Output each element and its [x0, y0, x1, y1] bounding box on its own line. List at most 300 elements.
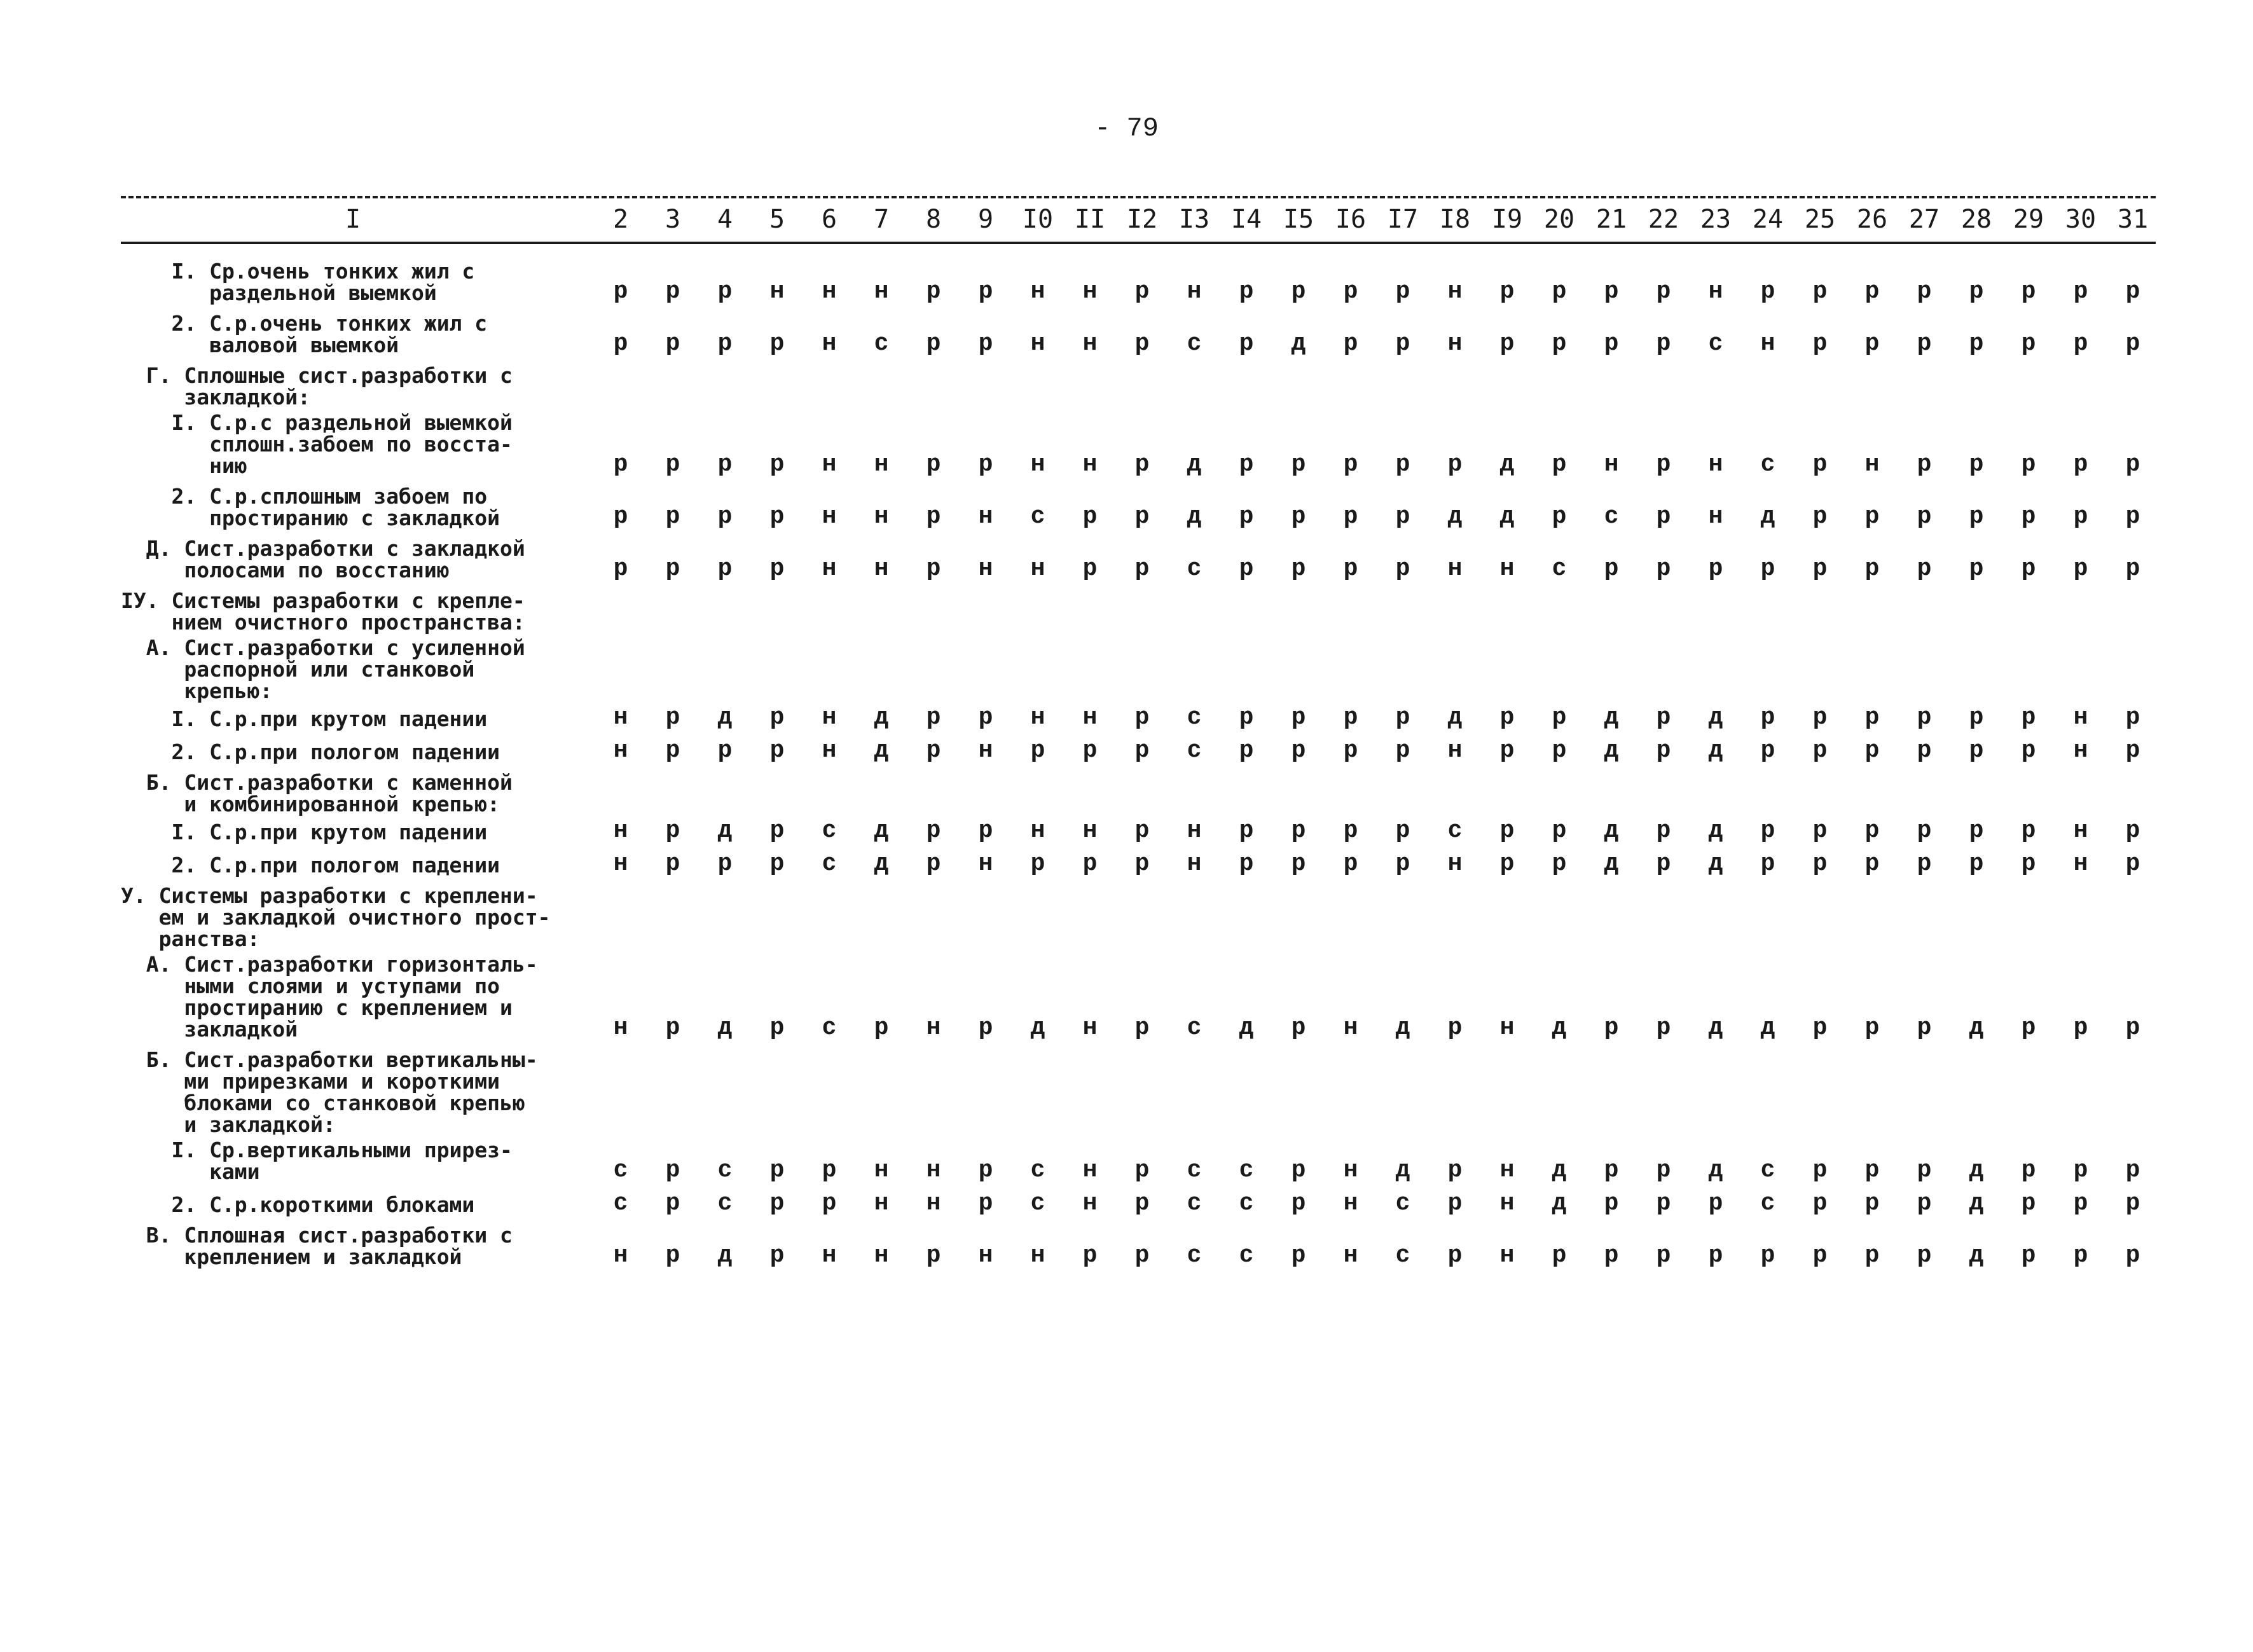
header-columns — [595, 205, 2159, 234]
table-cell: р — [978, 817, 993, 844]
table-cell: р — [717, 737, 733, 764]
table-cell: д — [1604, 737, 1619, 764]
table-cell: д — [1708, 850, 1723, 878]
table-cell: р — [1082, 850, 1098, 878]
table-cell: р — [2125, 817, 2140, 844]
row-cells — [595, 819, 2159, 843]
table-cell: н — [2073, 737, 2088, 764]
table-cell: с — [1187, 1242, 1202, 1269]
table-cell: р — [665, 704, 680, 731]
header-column: 3 — [665, 205, 681, 234]
table-cell: н — [1082, 1157, 1098, 1184]
table-cell: н — [926, 1014, 941, 1042]
table-cell: р — [2125, 737, 2140, 764]
table-cell: д — [874, 704, 889, 731]
table-cell: р — [1917, 817, 1932, 844]
table-cell: н — [1864, 451, 1880, 478]
table-cell: д — [1604, 817, 1619, 844]
table-cell: с — [613, 1157, 628, 1184]
section-heading-row — [121, 772, 2156, 815]
table-cell: н — [874, 278, 889, 305]
table-cell: н — [2073, 850, 2088, 878]
table-cell: р — [665, 330, 680, 357]
table-row — [121, 706, 2156, 730]
table-cell: р — [1760, 850, 1775, 878]
row-label: Б. Сист.разработки вертикальны- ми прирезками и короткими блоками со станковой крепью и закладкой: — [146, 1047, 538, 1137]
table-cell: р — [717, 850, 733, 878]
table-cell: р — [1291, 1157, 1306, 1184]
table-cell: р — [2021, 1190, 2036, 1217]
table-cell: д — [1447, 704, 1463, 731]
table-cell: н — [1708, 278, 1723, 305]
header-column: I5 — [1283, 205, 1314, 234]
table-cell: н — [1187, 817, 1202, 844]
table-cell: р — [1395, 451, 1410, 478]
table-cell: р — [613, 330, 628, 357]
table-cell: д — [1499, 503, 1515, 530]
table-cell: р — [665, 555, 680, 582]
table-cell: р — [1656, 704, 1671, 731]
table-cell: р — [613, 451, 628, 478]
table-cell: с — [1760, 1157, 1775, 1184]
table-cell: р — [2073, 1190, 2088, 1217]
row-label: У. Системы разработки с креплени- ем и закладкой очистного прост- ранства: — [121, 883, 551, 951]
table-cell: с — [1239, 1157, 1254, 1184]
table-cell: р — [1552, 330, 1567, 357]
table-cell: н — [978, 737, 993, 764]
header-first-column: I — [345, 205, 361, 234]
table-cell: р — [2073, 555, 2088, 582]
table-cell: р — [1812, 555, 1828, 582]
table-cell: р — [2125, 1157, 2140, 1184]
header-column: I3 — [1178, 205, 1210, 234]
table-cell: н — [769, 278, 785, 305]
table-cell: р — [1499, 704, 1515, 731]
table-cell: н — [1708, 503, 1723, 530]
table-cell: р — [1812, 1190, 1828, 1217]
table-cell: д — [1395, 1014, 1410, 1042]
table-cell: р — [2021, 1157, 2036, 1184]
row-label: Б. Сист.разработки с каменной и комбинированной крепью: — [146, 770, 513, 816]
table-cell: р — [1760, 817, 1775, 844]
table-cell: р — [1969, 704, 1984, 731]
table-cell: р — [1239, 737, 1254, 764]
table-cell: д — [1291, 330, 1306, 357]
table-cell: н — [1604, 451, 1619, 478]
header-column: 26 — [1856, 205, 1888, 234]
table-cell: д — [1708, 704, 1723, 731]
table-cell: н — [1187, 850, 1202, 878]
table-cell: р — [1134, 817, 1150, 844]
table-cell: р — [1864, 1190, 1880, 1217]
table-cell: р — [926, 503, 941, 530]
table-cell: р — [2125, 503, 2140, 530]
table-cell: н — [1030, 1242, 1045, 1269]
table-cell: р — [717, 330, 733, 357]
table-cell: н — [1447, 850, 1463, 878]
table-cell: д — [1760, 1014, 1775, 1042]
table-cell: р — [2021, 737, 2036, 764]
table-cell: н — [1499, 1157, 1515, 1184]
table-cell: р — [1082, 555, 1098, 582]
table-row — [121, 819, 2156, 843]
table-cell: р — [1343, 330, 1358, 357]
table-cell: р — [1917, 704, 1932, 731]
header-column: 20 — [1543, 205, 1575, 234]
table-cell: р — [1864, 1242, 1880, 1269]
table-cell: р — [1030, 737, 1045, 764]
table-cell: р — [769, 737, 785, 764]
table-cell: д — [717, 1014, 733, 1042]
table-cell: р — [1864, 704, 1880, 731]
table-cell: р — [1604, 1242, 1619, 1269]
table-cell: н — [1447, 555, 1463, 582]
table-cell: р — [665, 1190, 680, 1217]
table-cell: н — [1030, 451, 1045, 478]
header-column: 31 — [2117, 205, 2149, 234]
row-cells — [595, 332, 2159, 356]
table-cell: с — [1552, 555, 1567, 582]
table-cell: н — [613, 817, 628, 844]
table-cell: н — [978, 555, 993, 582]
header-top-rule — [121, 196, 2156, 198]
table-cell: н — [874, 451, 889, 478]
table-cell: д — [1395, 1157, 1410, 1184]
table-cell: р — [1552, 850, 1567, 878]
table-cell: р — [717, 278, 733, 305]
table-cell: д — [874, 737, 889, 764]
table-cell: д — [1708, 817, 1723, 844]
row-label: В. Сплошная сист.разработки с креплением и закладкой — [146, 1223, 513, 1269]
table-cell: р — [1291, 817, 1306, 844]
table-cell: р — [769, 1014, 785, 1042]
table-cell: р — [1134, 704, 1150, 731]
table-cell: н — [1082, 704, 1098, 731]
table-cell: р — [1969, 850, 1984, 878]
table-cell: р — [769, 850, 785, 878]
row-label: 2. С.р.короткими блоками — [121, 1192, 475, 1217]
table-cell: с — [613, 1190, 628, 1217]
table-cell: р — [1499, 330, 1515, 357]
table-cell: р — [926, 704, 941, 731]
table-cell: н — [1030, 555, 1045, 582]
table-cell: р — [1239, 451, 1254, 478]
table-cell: р — [1864, 850, 1880, 878]
table-cell: р — [613, 278, 628, 305]
table-cell: р — [1134, 278, 1150, 305]
table-cell: н — [1447, 330, 1463, 357]
header-column: 9 — [977, 205, 994, 234]
table-cell: р — [1291, 1242, 1306, 1269]
table-cell: р — [1395, 330, 1410, 357]
table-cell: р — [2073, 503, 2088, 530]
table-cell: с — [1187, 555, 1202, 582]
table-cell: р — [665, 503, 680, 530]
table-cell: р — [1239, 704, 1254, 731]
table-cell: р — [1708, 1190, 1723, 1217]
header-column: 21 — [1595, 205, 1627, 234]
row-label: А. Сист.разработки с усиленной распорной или станковой крепью: — [146, 635, 525, 703]
row-label: Д. Сист.разработки с закладкой полосами по восстанию — [146, 536, 525, 582]
table-cell: р — [1239, 278, 1254, 305]
table-cell: р — [1604, 330, 1619, 357]
table-cell: р — [1343, 817, 1358, 844]
table-cell: н — [1343, 1190, 1358, 1217]
table-cell: р — [1864, 330, 1880, 357]
table-cell: р — [769, 503, 785, 530]
table-cell: с — [1187, 1190, 1202, 1217]
table-cell: р — [1291, 278, 1306, 305]
header-column: 23 — [1700, 205, 1732, 234]
table-cell: н — [822, 704, 837, 731]
table-cell: р — [1812, 1242, 1828, 1269]
table-cell: р — [1760, 737, 1775, 764]
header-bottom-rule — [121, 242, 2156, 244]
header-column: 5 — [769, 205, 785, 234]
table-cell: р — [769, 330, 785, 357]
header-column: 7 — [873, 205, 890, 234]
table-row — [121, 954, 2156, 1040]
table-cell: р — [1969, 555, 1984, 582]
table-cell: д — [1708, 1014, 1723, 1042]
row-cells — [595, 1159, 2159, 1183]
table-cell: р — [1812, 278, 1828, 305]
table-cell: р — [1239, 503, 1254, 530]
table-cell: с — [1030, 503, 1045, 530]
table-cell: с — [1760, 1190, 1775, 1217]
table-cell: р — [926, 1242, 941, 1269]
table-cell: с — [1030, 1190, 1045, 1217]
row-label: 2. С.р.очень тонких жил с валовой выемкой — [171, 311, 488, 357]
table-cell: н — [1343, 1157, 1358, 1184]
header-column: I7 — [1387, 205, 1419, 234]
table-cell: р — [1969, 817, 1984, 844]
table-cell: н — [1187, 278, 1202, 305]
table-cell: р — [1812, 737, 1828, 764]
table-cell: р — [1447, 1242, 1463, 1269]
table-cell: н — [822, 330, 837, 357]
table-cell: р — [1656, 850, 1671, 878]
header-column: I2 — [1126, 205, 1158, 234]
table-cell: р — [2125, 850, 2140, 878]
table-cell: р — [1134, 850, 1150, 878]
table-cell: р — [1239, 817, 1254, 844]
table-cell: р — [978, 704, 993, 731]
table-cell: р — [1134, 737, 1150, 764]
row-cells — [595, 280, 2159, 304]
table-cell: д — [1969, 1190, 1984, 1217]
table-row — [121, 313, 2156, 356]
table-cell: р — [1395, 278, 1410, 305]
table-cell: р — [1917, 555, 1932, 582]
table-cell: р — [2021, 1014, 2036, 1042]
table-cell: р — [1917, 1242, 1932, 1269]
table-cell: р — [1134, 330, 1150, 357]
table-row — [121, 1139, 2156, 1183]
table-cell: р — [1291, 503, 1306, 530]
table-cell: р — [2125, 555, 2140, 582]
table-cell: р — [1291, 850, 1306, 878]
table-cell: с — [1447, 817, 1463, 844]
table-cell: р — [665, 451, 680, 478]
table-cell: р — [2073, 1157, 2088, 1184]
table-cell: с — [1187, 1014, 1202, 1042]
table-cell: р — [769, 817, 785, 844]
table-cell: р — [1656, 1242, 1671, 1269]
section-heading-row — [121, 590, 2156, 633]
table-cell: с — [1604, 503, 1619, 530]
table-cell: р — [1291, 704, 1306, 731]
row-label: Г. Сплошные сист.разработки с закладкой: — [146, 363, 513, 410]
table-cell: р — [1552, 278, 1567, 305]
table-cell: р — [1447, 451, 1463, 478]
table-cell: р — [1134, 1157, 1150, 1184]
table-cell: н — [613, 1014, 628, 1042]
table-cell: н — [1499, 1014, 1515, 1042]
table-cell: н — [1082, 817, 1098, 844]
table-cell: р — [1864, 503, 1880, 530]
table-cell: р — [1082, 737, 1098, 764]
table-cell: р — [1656, 737, 1671, 764]
table-cell: н — [874, 555, 889, 582]
table-cell: н — [874, 503, 889, 530]
table-cell: р — [1969, 330, 1984, 357]
table-row — [121, 412, 2156, 477]
table-cell: р — [2021, 278, 2036, 305]
table-cell: н — [822, 278, 837, 305]
table-cell: р — [926, 278, 941, 305]
table-cell: с — [822, 817, 837, 844]
table-cell: д — [1187, 451, 1202, 478]
table-cell: р — [1917, 330, 1932, 357]
table-cell: р — [978, 278, 993, 305]
table-cell: р — [2021, 555, 2036, 582]
table-cell: с — [1395, 1190, 1410, 1217]
table-cell: р — [1917, 1014, 1932, 1042]
table-cell: р — [1656, 451, 1671, 478]
row-cells — [595, 1244, 2159, 1268]
table-cell: д — [1447, 503, 1463, 530]
table-cell: р — [1499, 278, 1515, 305]
table-cell: р — [926, 330, 941, 357]
table-cell: р — [2021, 817, 2036, 844]
table-row — [121, 261, 2156, 304]
table-cell: р — [1134, 1242, 1150, 1269]
table-cell: д — [1187, 503, 1202, 530]
table-cell: р — [1864, 1157, 1880, 1184]
table-cell: р — [1552, 704, 1567, 731]
table-cell: с — [822, 850, 837, 878]
table-cell: р — [1812, 817, 1828, 844]
table-cell: н — [978, 1242, 993, 1269]
table-cell: р — [1656, 1014, 1671, 1042]
table-cell: р — [1395, 704, 1410, 731]
table-cell: р — [665, 1242, 680, 1269]
table-cell: р — [1343, 503, 1358, 530]
table-cell: н — [1082, 1190, 1098, 1217]
table-cell: р — [1499, 737, 1515, 764]
table-cell: р — [1552, 737, 1567, 764]
table-cell: р — [1395, 737, 1410, 764]
table-cell: д — [1552, 1157, 1567, 1184]
table-cell: р — [2125, 451, 2140, 478]
header-column: 4 — [717, 205, 733, 234]
table-cell: р — [1604, 1157, 1619, 1184]
table-cell: р — [1239, 850, 1254, 878]
header-column: 22 — [1648, 205, 1679, 234]
table-cell: д — [1708, 737, 1723, 764]
header-column: 2 — [612, 205, 629, 234]
table-cell: р — [665, 1157, 680, 1184]
table-cell: р — [1291, 1190, 1306, 1217]
table-cell: р — [665, 850, 680, 878]
table-cell: р — [1447, 1190, 1463, 1217]
table-cell: р — [1917, 451, 1932, 478]
table-cell: н — [1082, 278, 1098, 305]
header-column: 25 — [1804, 205, 1836, 234]
section-heading-row — [121, 885, 2156, 950]
table-cell: с — [1030, 1157, 1045, 1184]
table-cell: р — [978, 1157, 993, 1184]
table-cell: р — [2021, 451, 2036, 478]
table-cell: р — [2021, 704, 2036, 731]
table-cell: р — [926, 555, 941, 582]
table-cell: р — [1552, 1242, 1567, 1269]
table-row — [121, 486, 2156, 529]
table-cell: р — [1864, 737, 1880, 764]
table-cell: р — [926, 737, 941, 764]
row-label: I. С.р.с раздельной выемкой сплошн.забоем по восста- нию — [171, 410, 513, 478]
table-cell: р — [769, 704, 785, 731]
row-cells — [595, 706, 2159, 730]
table-row — [121, 538, 2156, 581]
table-cell: р — [1760, 278, 1775, 305]
row-label: I. Ср.вертикальными прирез- ками — [171, 1138, 513, 1184]
table-cell: р — [1343, 451, 1358, 478]
table-cell: р — [2021, 503, 2036, 530]
table-cell: р — [1552, 817, 1567, 844]
table-cell: р — [1969, 737, 1984, 764]
row-cells — [595, 1016, 2159, 1040]
table-cell: р — [1134, 1190, 1150, 1217]
table-cell: р — [1969, 451, 1984, 478]
table-cell: н — [2073, 817, 2088, 844]
section-heading-row — [121, 365, 2156, 408]
table-cell: р — [1760, 704, 1775, 731]
table-cell: р — [2073, 330, 2088, 357]
table-cell: р — [1812, 1014, 1828, 1042]
table-cell: р — [978, 1014, 993, 1042]
row-label: 2. С.р.при пологом падении — [121, 853, 500, 878]
table-cell: д — [1552, 1190, 1567, 1217]
row-label: IУ. Системы разработки с крепле- нием очистного пространства: — [121, 588, 525, 635]
table-cell: р — [822, 1190, 837, 1217]
header-column: I6 — [1335, 205, 1367, 234]
row-label: 2. С.р.сплошным забоем по простиранию с закладкой — [171, 484, 500, 530]
table-cell: р — [1134, 503, 1150, 530]
table-cell: р — [1656, 1157, 1671, 1184]
row-label: I. С.р.при крутом падении — [121, 706, 488, 731]
table-cell: н — [1760, 330, 1775, 357]
table-cell: с — [1187, 737, 1202, 764]
table-cell: р — [1812, 850, 1828, 878]
table-cell: р — [717, 451, 733, 478]
table-cell: р — [1499, 817, 1515, 844]
row-cells — [595, 1192, 2159, 1216]
table-cell: р — [1552, 503, 1567, 530]
table-cell: р — [2073, 451, 2088, 478]
table-cell: р — [978, 1190, 993, 1217]
